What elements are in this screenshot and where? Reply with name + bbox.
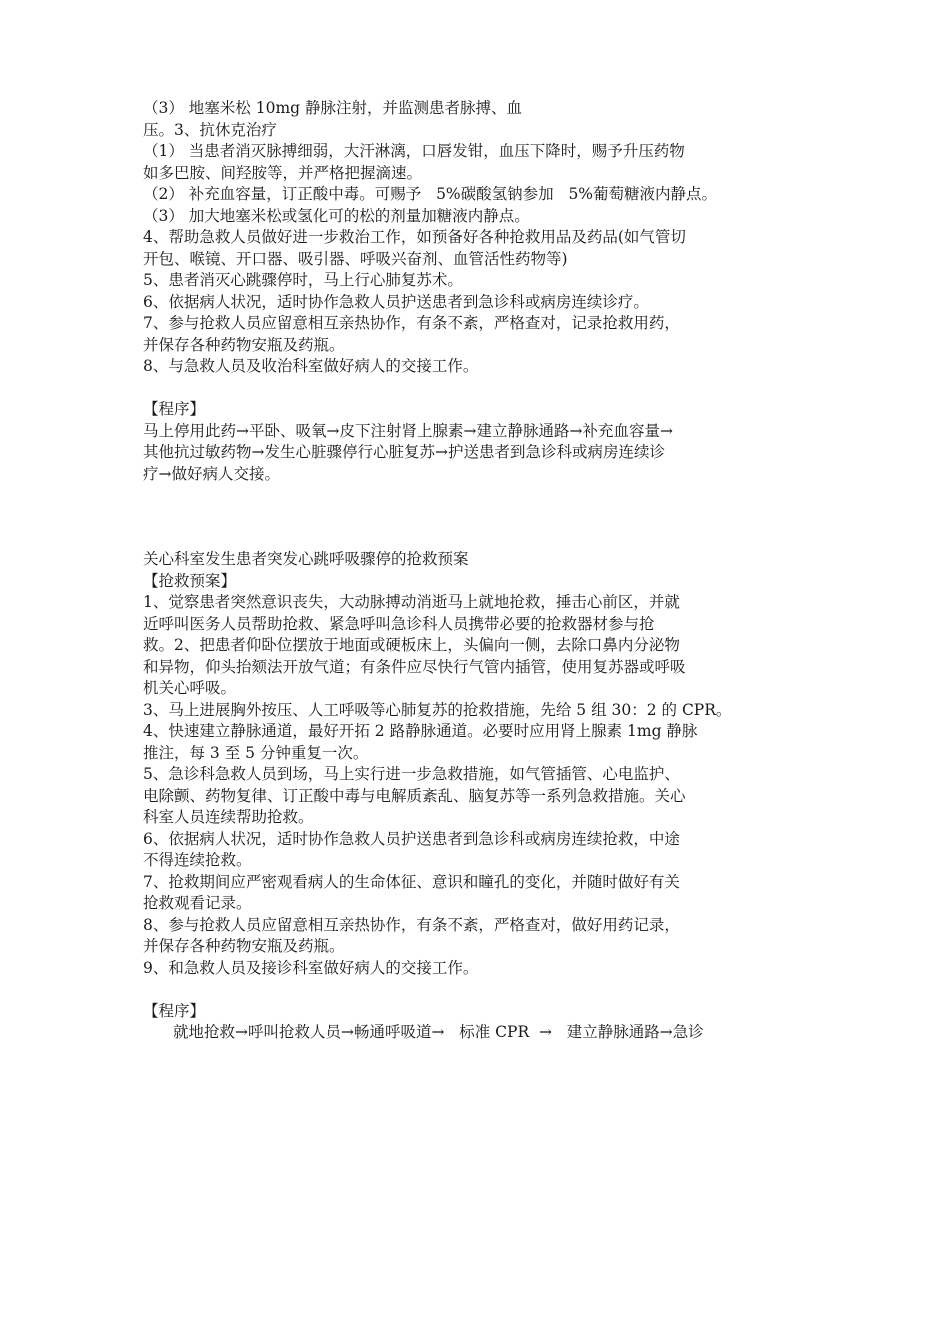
text-line: 并保存各种药物安瓶及药瓶。	[143, 335, 345, 354]
procedure-heading: 【程序】	[143, 400, 206, 418]
plan-heading: 【抢救预案】	[143, 571, 237, 590]
spacer	[143, 378, 813, 400]
text-line: 开包、喉镜、开口器、吸引器、呼吸兴奋剂、血管活性药物等)	[143, 249, 568, 268]
text-line: 电除颤、药物复律、订正酸中毒与电解质紊乱、脑复苏等一系列急救措施。关心	[143, 786, 686, 805]
text-line: 和异物，仰头抬颏法开放气道；有条件应尽快行气管内插管，使用复苏器或呼吸	[143, 657, 686, 676]
text-line: 救。2、把患者仰卧位摆放于地面或硬板床上，头偏向一侧，去除口鼻内分泌物	[143, 636, 680, 654]
procedure-line: 其他抗过敏药物→发生心脏骤停行心脏复苏→护送患者到急诊科或病房连续诊	[143, 443, 665, 461]
document-page	[143, 98, 813, 1044]
text-line: 7、参与抢救人员应留意相互亲热协作，有条不紊，严格查对，记录抢救用药，	[143, 314, 680, 332]
text-line: 并保存各种药物安瓶及药瓶。	[143, 937, 345, 955]
procedure-line: 就地抢救→呼叫抢救人员→畅通呼吸道→ 标准 CPR → 建立静脉通路→急诊	[173, 1023, 704, 1041]
text-line: 推注，每 3 至 5 分钟重复一次。	[143, 743, 369, 762]
text-line: 8、与急救人员及收治科室做好病人的交接工作。	[143, 357, 479, 375]
text-line: 1、觉察患者突然意识丧失，大动脉搏动消逝马上就地抢救，捶击心前区，并就	[143, 593, 680, 611]
section-1-body	[143, 98, 813, 378]
text-line: 5、急诊科急救人员到场，马上实行进一步急救措施，如气管插管、心电监护、	[143, 765, 680, 783]
text-line: 7、抢救期间应严密观看病人的生命体征、意识和瞳孔的变化，并随时做好有关	[143, 872, 680, 891]
procedure-heading: 【程序】	[143, 1001, 206, 1020]
text-line: 6、依据病人状况，适时协作急救人员护送患者到急诊科或病房连续诊疗。	[143, 292, 649, 311]
text-line: 如多巴胺、间羟胺等，并严格把握滴速。	[143, 163, 423, 182]
text-line: 机关心呼吸。	[143, 679, 237, 697]
text-line: 抢救观看记录。	[143, 894, 252, 912]
text-line: 5、患者消灭心跳骤停时，马上行心肺复苏术。	[143, 271, 463, 289]
procedure-line: 马上停用此药→平卧、吸氧→皮下注射肾上腺素→建立静脉通路→补充血容量→	[143, 421, 673, 440]
text-line: 6、依据病人状况，适时协作急救人员护送患者到急诊科或病房连续抢救，中途	[143, 829, 680, 848]
text-line: （3） 地塞米松 10mg 静脉注射，并监测患者脉搏、血	[143, 99, 522, 117]
section-2	[143, 549, 813, 979]
text-line: 科室人员连续帮助抢救。	[143, 808, 314, 826]
section-title: 关心科室发生患者突发心跳呼吸骤停的抢救预案	[143, 550, 469, 568]
text-line: 9、和急救人员及接诊科室做好病人的交接工作。	[143, 958, 479, 977]
text-line: （1） 当患者消灭脉搏细弱，大汗淋漓，口唇发钳，血压下降时，赐予升压药物	[143, 142, 685, 160]
section-1-procedure	[143, 399, 813, 485]
text-line: （3） 加大地塞米松或氢化可的松的剂量加糖液内静点。	[143, 206, 530, 225]
spacer	[143, 485, 813, 549]
text-line: 4、快速建立静脉通道，最好开拓 2 路静脉通道。必要时应用肾上腺素 1mg 静脉	[143, 722, 698, 740]
text-line: 8、参与抢救人员应留意相互亲热协作，有条不紊，严格查对，做好用药记录，	[143, 915, 680, 934]
text-line: （2） 补充血容量，订正酸中毒。可赐予 5%碳酸氢钠参加 5%葡萄糖液内静点。	[143, 185, 718, 203]
procedure-line: 疗→做好病人交接。	[143, 464, 280, 483]
text-line: 3、马上进展胸外按压、人工呼吸等心肺复苏的抢救措施，先给 5 组 30：2 的 CPR。	[143, 700, 732, 719]
text-line: 4、帮助急救人员做好进一步救治工作，如预备好各种抢救用品及药品(如气管切	[143, 228, 686, 246]
spacer	[143, 979, 813, 1001]
text-line: 近呼叫医务人员帮助抢救、紧急呼叫急诊科人员携带必要的抢救器材参与抢	[143, 614, 655, 633]
section-2-procedure	[143, 1001, 813, 1044]
text-line: 不得连续抢救。	[143, 851, 252, 869]
text-line: 压。3、抗休克治疗	[143, 120, 277, 139]
